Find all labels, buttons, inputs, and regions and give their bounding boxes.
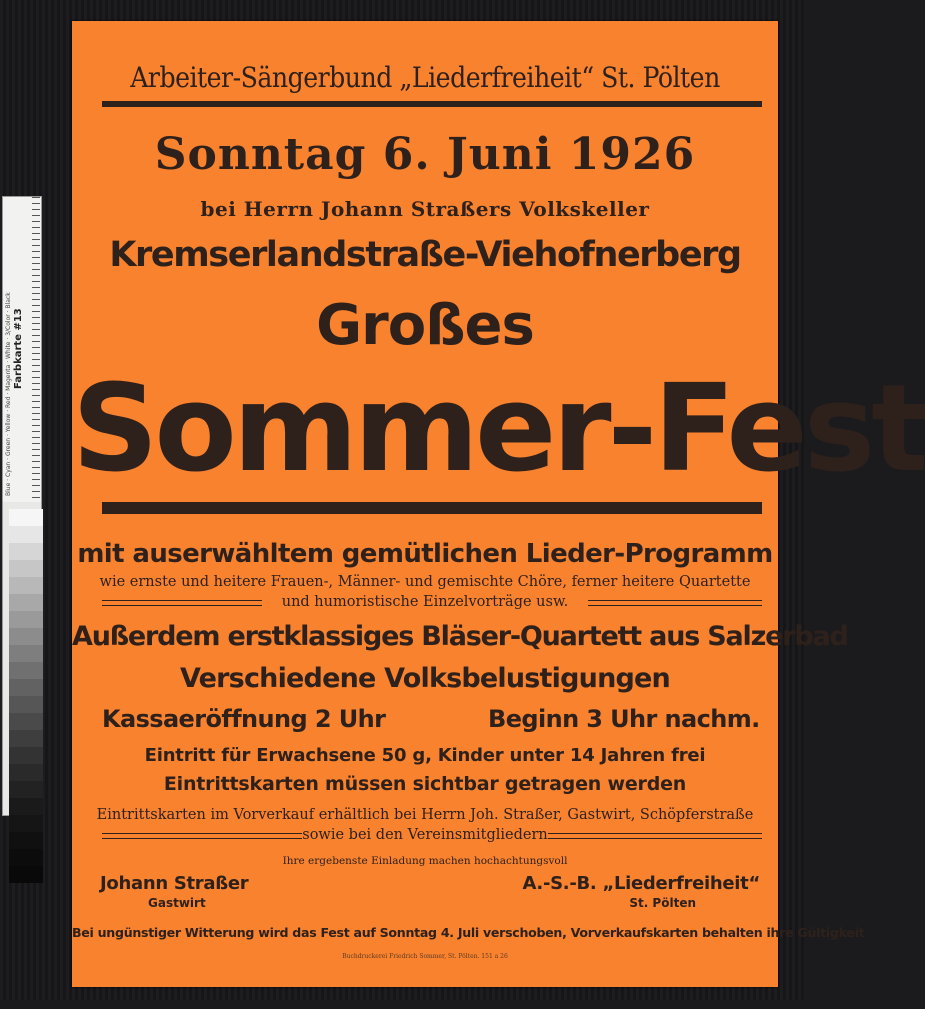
- weather-note: Bei ungünstiger Witterung wird das Fest auf Sonntag 4. Juli verschoben, Vorverkaufskarten behalten ihre Gültigkeit: [72, 925, 865, 940]
- venue-host: bei Herrn Johann Straßers Volkskeller: [200, 197, 650, 221]
- signer-right-place: St. Pölten: [629, 896, 696, 910]
- amusements: Verschiedene Volksbelustigungen: [180, 663, 670, 694]
- signer-left-role: Gastwirt: [148, 896, 206, 910]
- calibration-ruler: [3, 197, 41, 502]
- poster: [72, 21, 925, 987]
- venue-location: Kremserlandstraße-Viehofnerberg: [109, 235, 741, 275]
- gray-step: [9, 832, 43, 849]
- gray-step: [9, 866, 43, 883]
- gray-step: [9, 509, 43, 526]
- gray-step: [9, 645, 43, 662]
- signer-right: [522, 873, 760, 910]
- ruler-ticks: [32, 197, 40, 502]
- program-description-1: wie ernste und heitere Frauen-, Männer- und gemischte Chöre, ferner heitere Quartette: [99, 574, 751, 590]
- gray-step: [9, 526, 43, 543]
- printer-imprint: Buchdruckerei Friedrich Sommer, St. Pölten. 151 a 26: [342, 953, 508, 960]
- gray-step: [9, 628, 43, 645]
- gray-step: [9, 849, 43, 866]
- brass-quartet: Außerdem erstklassiges Bläser-Quartett aus Salzerbad: [72, 621, 848, 652]
- gray-step: [9, 611, 43, 628]
- gray-step: [9, 577, 43, 594]
- signer-left-name: Johann Straßer: [100, 873, 249, 894]
- signer-left: [100, 873, 248, 910]
- top-rule: [102, 101, 762, 107]
- title-rule: [102, 502, 762, 514]
- gray-step: [9, 815, 43, 832]
- color-scale-text: Blue · Cyan · Green · Yellow · Red · Magenta · White · 3/Color · Black: [5, 292, 12, 496]
- color-card-label: Farbkarte #13: [13, 308, 24, 390]
- invitation-line: Ihre ergebenste Einladung machen hochachtungsvoll: [282, 855, 568, 867]
- start-time: Beginn 3 Uhr nachm.: [488, 705, 760, 733]
- gray-step: [9, 594, 43, 611]
- presale-members: sowie bei den Vereinsmitgliedern: [302, 827, 548, 843]
- admission-prices: Eintritt für Erwachsene 50 g, Kinder unter 14 Jahren frei: [144, 745, 706, 766]
- event-date: Sonntag 6. Juni 1926: [154, 129, 696, 180]
- program-description-2: und humoristische Einzelvorträge usw.: [281, 594, 569, 610]
- presale-info: Eintrittskarten im Vorverkauf erhältlich bei Herrn Joh. Straßer, Gastwirt, Schöpferstraße: [96, 807, 754, 823]
- gray-step: [9, 543, 43, 560]
- gray-step: [9, 781, 43, 798]
- color-calibration-card: [2, 196, 42, 816]
- divider-right-2: [548, 833, 762, 839]
- gray-step: [9, 713, 43, 730]
- gray-step: [9, 679, 43, 696]
- title-small: Großes: [316, 293, 534, 358]
- gray-step: [9, 764, 43, 781]
- gray-step: [9, 696, 43, 713]
- box-office-time: Kassaeröffnung 2 Uhr: [102, 705, 386, 733]
- gray-step: [9, 730, 43, 747]
- gray-step: [9, 662, 43, 679]
- signer-right-name: A.-S.-B. „Liederfreiheit“: [522, 873, 760, 894]
- gray-step: [9, 747, 43, 764]
- organizer-heading: Arbeiter-Sängerbund „Liederfreiheit“ St. Pölten: [130, 61, 720, 94]
- gray-step: [9, 560, 43, 577]
- gray-scale-steps: [9, 509, 43, 1009]
- gray-step: [9, 798, 43, 815]
- divider-right: [588, 600, 762, 606]
- ticket-visibility-note: Eintrittskarten müssen sichtbar getragen werden: [163, 773, 687, 795]
- event-title: Sommer-Fest: [72, 360, 925, 499]
- program-heading: mit auserwähltem gemütlichen Lieder-Programm: [77, 539, 773, 569]
